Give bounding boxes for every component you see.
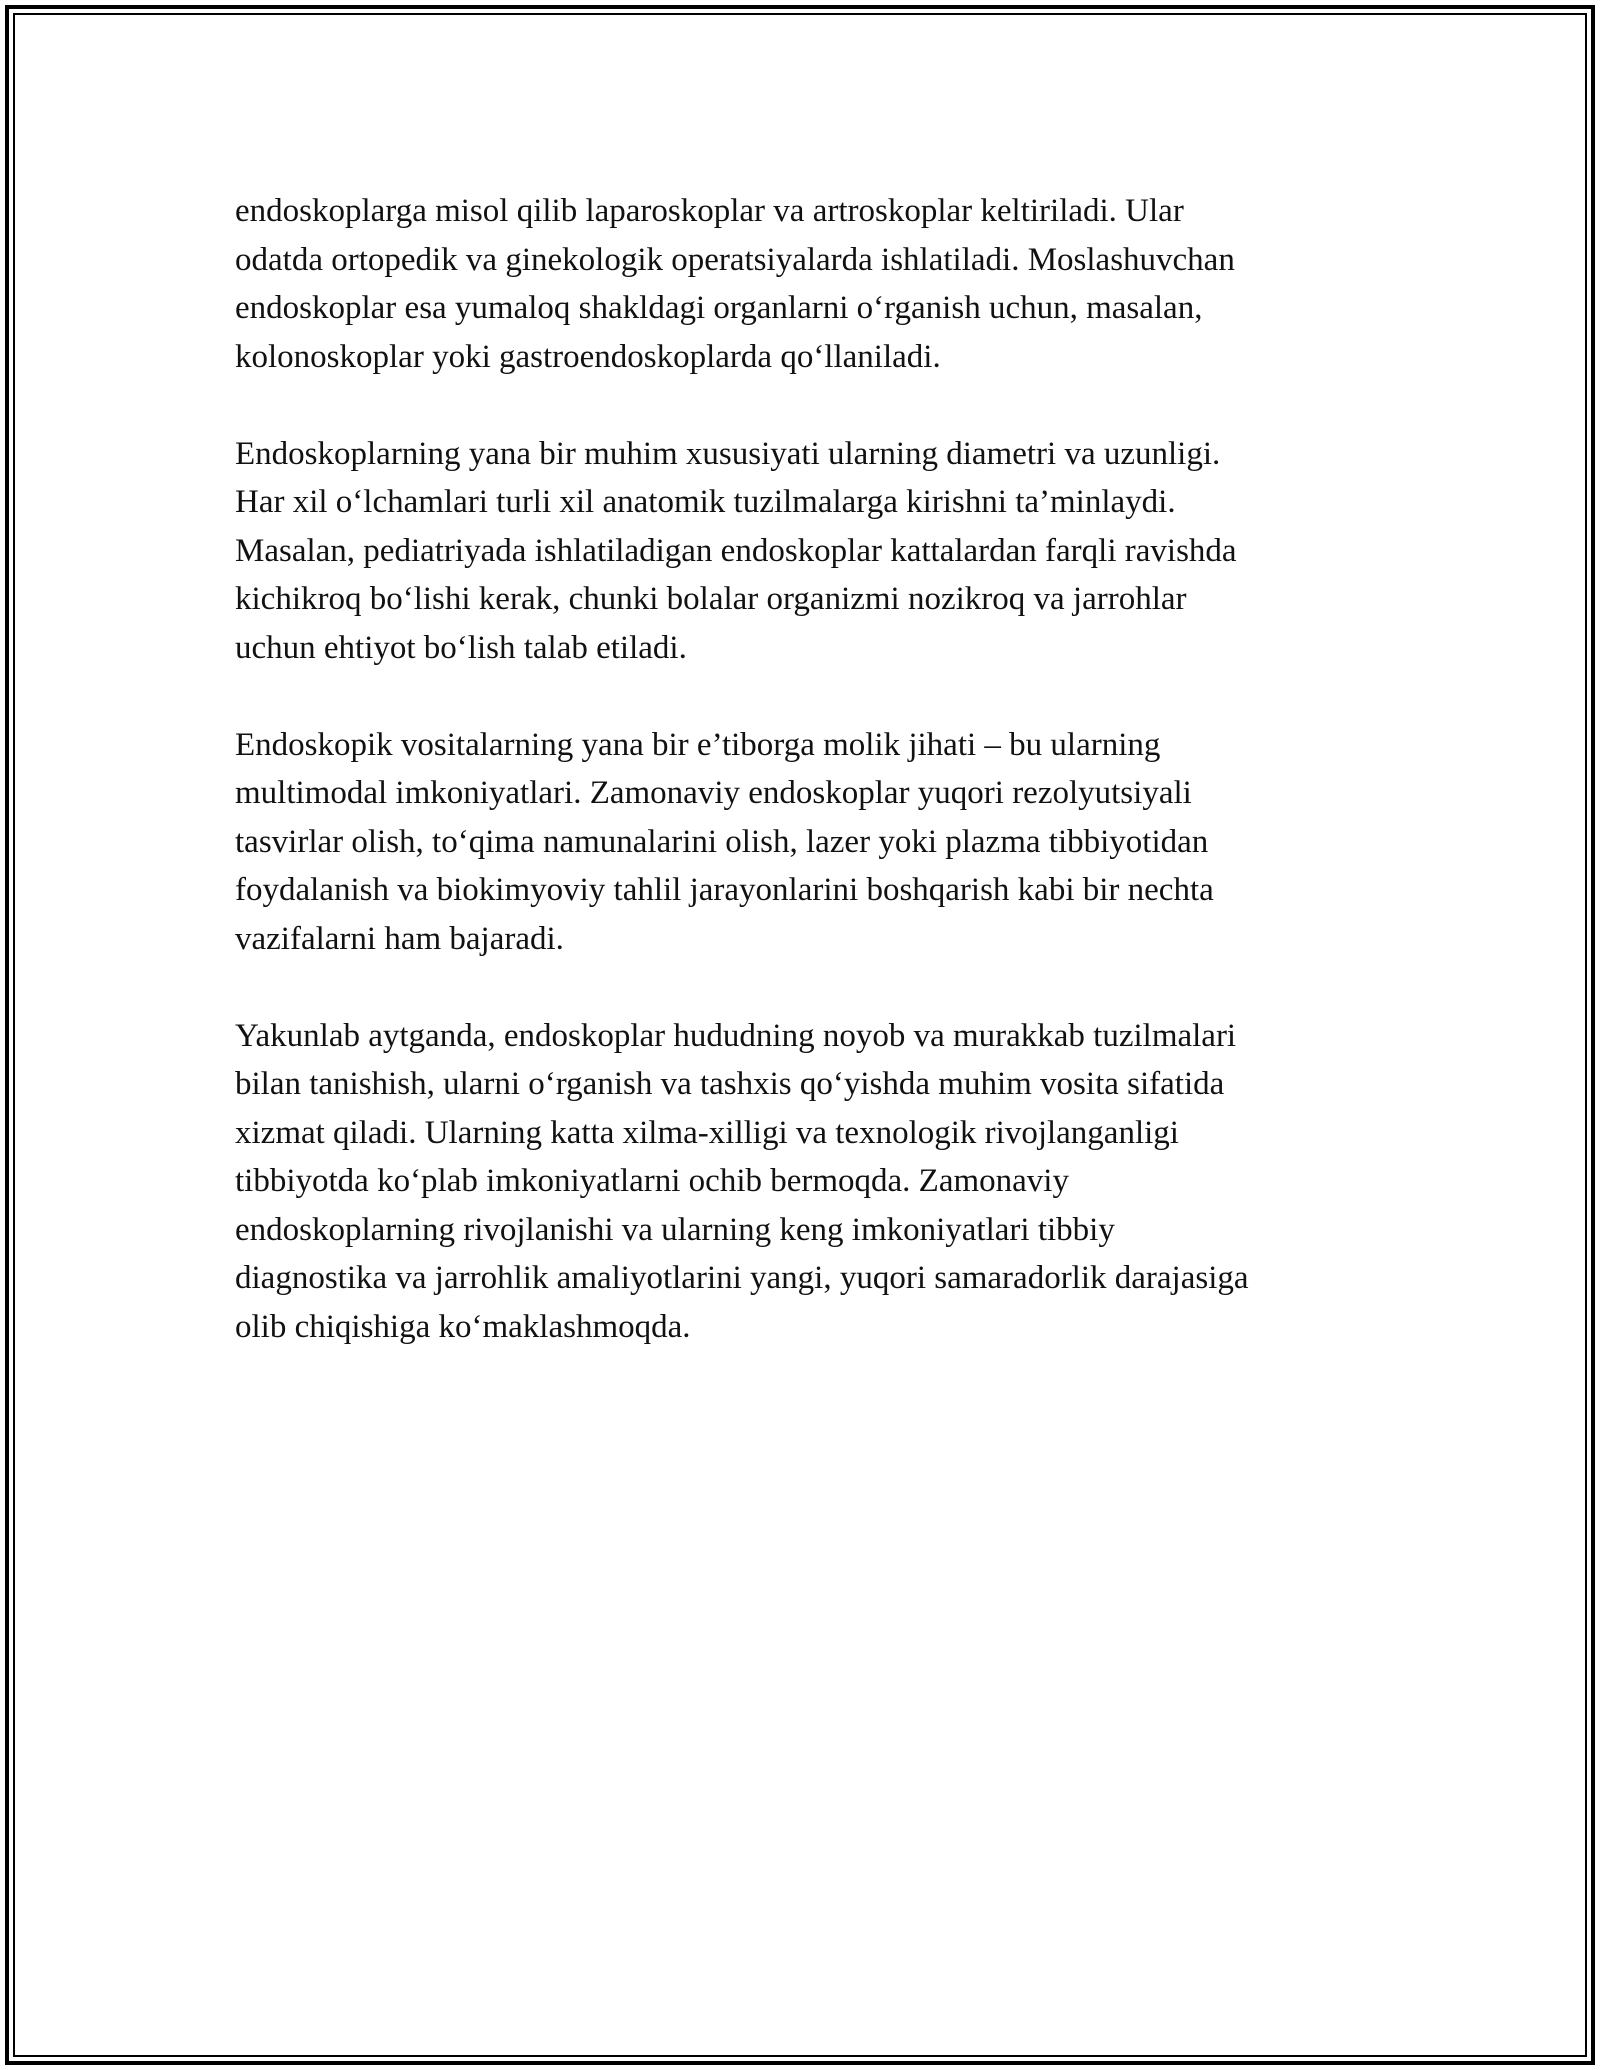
paragraph-diameter-length	[235, 430, 1385, 673]
text-line: Endoskoplarning yana bir muhim xususiyati ularning diametri va uzunligi.	[235, 435, 1221, 472]
text-line: Yakunlab aytganda, endoskoplar hududning noyob va murakkab tuzilmalari	[235, 1017, 1237, 1054]
paragraph-endoscope-types	[235, 187, 1385, 381]
text-line: xizmat qiladi. Ularning katta xilma-xilligi va texnologik rivojlanganligi	[235, 1114, 1179, 1151]
text-line: vazifalarni ham bajaradi.	[235, 920, 564, 957]
text-line: uchun ehtiyot bo‘lish talab etiladi.	[235, 629, 687, 666]
text-line: endoskoplarning rivojlanishi va ularning keng imkoniyatlari tibbiy	[235, 1211, 1115, 1248]
document-body	[235, 187, 1385, 1400]
text-line: multimodal imkoniyatlari. Zamonaviy endoskoplar yuqori rezolyutsiyali	[235, 775, 1192, 811]
text-line: olib chiqishiga ko‘maklashmoqda.	[235, 1308, 691, 1345]
text-line: Masalan, pediatriyada ishlatiladigan endoskoplar kattalardan farqli ravishda	[235, 532, 1237, 569]
text-line: tibbiyotda ko‘plab imkoniyatlarni ochib bermoqda. Zamonaviy	[235, 1163, 1069, 1199]
text-line: tasvirlar olish, to‘qima namunalarini olish, lazer yoki plazma tibbiyotidan	[235, 823, 1209, 860]
text-line: kolonoskoplar yoki gastroendoskoplarda qo‘llaniladi.	[235, 338, 941, 375]
text-line: odatda ortopedik va ginekologik operatsiyalarda ishlatiladi. Moslashuvchan	[235, 241, 1235, 278]
text-line: Endoskopik vositalarning yana bir e’tiborga molik jihati – bu ularning	[235, 726, 1161, 763]
text-line: diagnostika va jarrohlik amaliyotlarini yangi, yuqori samaradorlik darajasiga	[235, 1260, 1249, 1296]
text-line: Har xil o‘lchamlari turli xil anatomik tuzilmalarga kirishni ta’minlaydi.	[235, 484, 1176, 520]
paragraph-conclusion	[235, 1012, 1385, 1352]
text-line: foydalanish va biokimyoviy tahlil jarayonlarini boshqarish kabi bir nechta	[235, 872, 1214, 908]
paragraph-multimodal	[235, 721, 1385, 964]
text-line: kichikroq bo‘lishi kerak, chunki bolalar organizmi nozikroq va jarrohlar	[235, 581, 1187, 617]
text-line: bilan tanishish, ularni o‘rganish va tashxis qo‘yishda muhim vosita sifatida	[235, 1066, 1225, 1102]
text-line: endoskoplarga misol qilib laparoskoplar va artroskoplar keltiriladi. Ular	[235, 193, 1184, 229]
text-line: endoskoplar esa yumaloq shakldagi organlarni o‘rganish uchun, masalan,	[235, 290, 1203, 326]
